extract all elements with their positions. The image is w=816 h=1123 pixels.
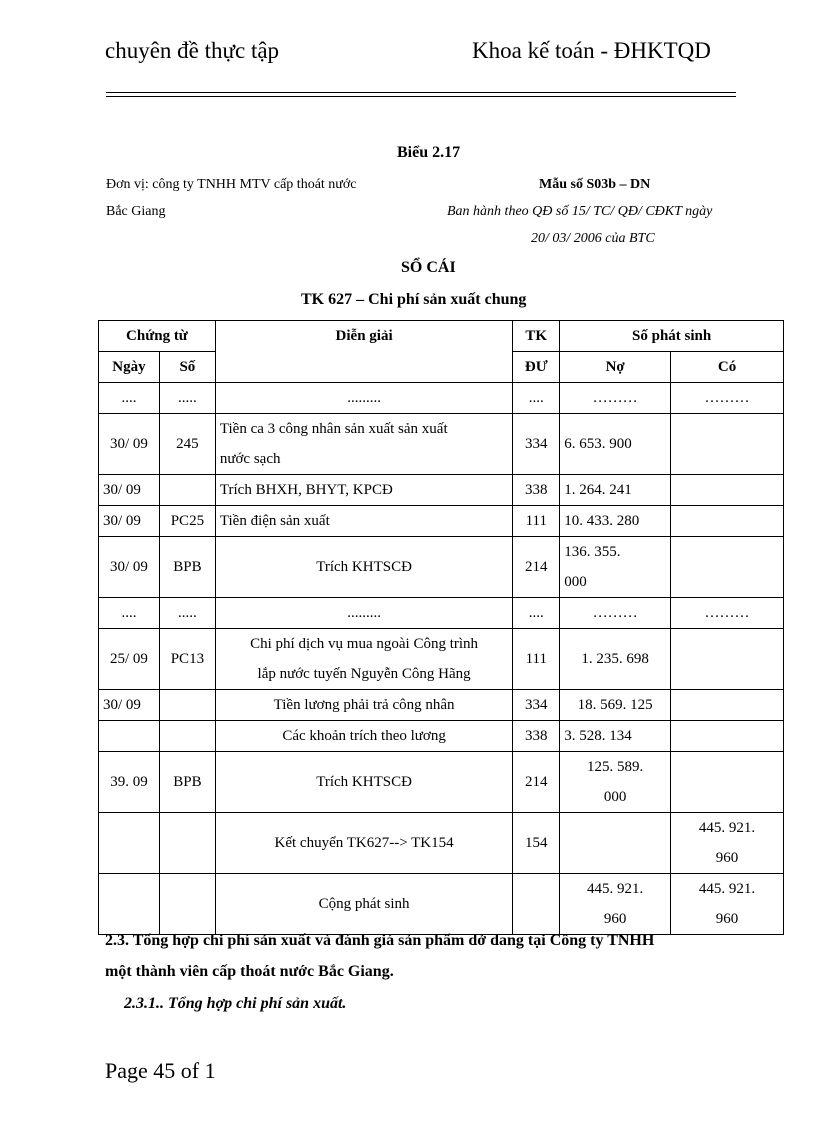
cell-desc-line1: Tiền ca 3 công nhân sản xuất sản xuất — [219, 421, 448, 437]
cell-no — [159, 690, 215, 721]
cell-desc: Trích BHXH, BHYT, KPCĐ — [215, 475, 512, 506]
cell-credit — [671, 506, 784, 537]
cell-debit-line2: 000 — [603, 789, 627, 805]
cell-desc: Tiền điện sản xuất — [215, 506, 512, 537]
cell-debit: 10. 433. 280 — [560, 506, 671, 537]
section-heading-line1: 2.3. Tổng hợp chi phí sản xuất và đánh giá sản phẩm dở dang tại Công ty TNHH — [105, 932, 655, 949]
table-row-total — [99, 874, 784, 935]
cell-date: .... — [99, 383, 160, 414]
cell-date: 25/ 09 — [99, 629, 160, 690]
cell-debit-line1: 136. 355. — [564, 544, 621, 560]
cell-desc — [215, 629, 512, 690]
cell-debit: 3. 528. 134 — [560, 721, 671, 752]
cell-debit: ……… — [560, 598, 671, 629]
cell-date — [99, 721, 160, 752]
cell-debit-line1: 445. 921. — [587, 881, 644, 897]
table-row — [99, 383, 784, 414]
form-note2: 20/ 03/ 2006 của BTC — [531, 231, 655, 246]
cell-tk: 111 — [513, 629, 560, 690]
cell-credit — [671, 537, 784, 598]
ledger-title: SỔ CÁI — [401, 259, 456, 276]
cell-credit: ……… — [671, 598, 784, 629]
table-row — [99, 475, 784, 506]
col-desc: Diễn giải — [215, 321, 512, 383]
table-row — [99, 813, 784, 874]
form-code: Mẫu số S03b – DN — [539, 177, 651, 192]
cell-no — [159, 813, 215, 874]
col-arising: Số phát sinh — [560, 321, 784, 352]
cell-debit-line2: 960 — [603, 911, 627, 927]
cell-desc: Cộng phát sinh — [215, 874, 512, 935]
cell-debit: ……… — [560, 383, 671, 414]
table-row — [99, 598, 784, 629]
cell-credit-line1: 445. 921. — [698, 820, 756, 836]
cell-date: 30/ 09 — [99, 537, 160, 598]
cell-desc: Tiền lương phải trả công nhân — [215, 690, 512, 721]
cell-credit-line2: 960 — [715, 911, 739, 927]
cell-no — [159, 874, 215, 935]
unit-line2: Bắc Giang — [106, 204, 166, 219]
cell-credit: ……… — [671, 383, 784, 414]
cell-tk: 338 — [513, 475, 560, 506]
header-rule-top — [106, 92, 736, 93]
col-credit: Có — [671, 352, 784, 383]
cell-debit: 6. 653. 900 — [560, 414, 671, 475]
section-heading-line2: một thành viên cấp thoát nước Bắc Giang. — [105, 963, 394, 980]
cell-no: ..... — [159, 598, 215, 629]
cell-tk: .... — [513, 598, 560, 629]
col-date: Ngày — [99, 352, 160, 383]
cell-no: PC13 — [159, 629, 215, 690]
cell-date — [99, 874, 160, 935]
doc-caption: Biểu 2.17 — [397, 144, 461, 161]
ledger-subtitle: TK 627 – Chi phí sản xuất chung — [301, 291, 527, 308]
cell-date: 39. 09 — [99, 752, 160, 813]
cell-credit — [671, 813, 784, 874]
cell-desc: ......... — [215, 598, 512, 629]
cell-debit: 18. 569. 125 — [560, 690, 671, 721]
cell-debit-line2: 000 — [564, 574, 587, 590]
cell-credit-line1: 445. 921. — [698, 881, 756, 897]
col-voucher: Chứng từ — [99, 321, 216, 352]
cell-desc-line2: nước sạch — [219, 451, 281, 467]
cell-tk: 111 — [513, 506, 560, 537]
ledger-table — [98, 320, 784, 935]
table-row — [99, 690, 784, 721]
page-number: Page 45 of 1 — [105, 1058, 216, 1083]
cell-date: 30/ 09 — [99, 475, 160, 506]
cell-credit-line2: 960 — [715, 850, 739, 866]
table-row — [99, 752, 784, 813]
cell-desc — [215, 414, 512, 475]
cell-tk: 154 — [513, 813, 560, 874]
table-row — [99, 537, 784, 598]
header-right: Khoa kế toán - ĐHKTQD — [472, 38, 711, 63]
cell-credit — [671, 874, 784, 935]
cell-debit: 1. 235. 698 — [560, 629, 671, 690]
cell-debit — [560, 874, 671, 935]
cell-tk: 338 — [513, 721, 560, 752]
header-rule-bottom — [106, 96, 736, 97]
cell-tk: 214 — [513, 537, 560, 598]
form-note1: Ban hành theo QĐ số 15/ TC/ QĐ/ CĐKT ngày — [447, 204, 713, 219]
cell-date: 30/ 09 — [99, 506, 160, 537]
cell-desc: Các khoản trích theo lương — [215, 721, 512, 752]
cell-debit — [560, 813, 671, 874]
cell-desc-line1: Chi phí dịch vụ mua ngoài Công trình — [250, 636, 479, 652]
cell-date: .... — [99, 598, 160, 629]
cell-no — [159, 721, 215, 752]
cell-desc: Kết chuyển TK627--> TK154 — [215, 813, 512, 874]
table-row — [99, 629, 784, 690]
cell-date — [99, 813, 160, 874]
col-number: Số — [159, 352, 215, 383]
cell-desc: ......... — [215, 383, 512, 414]
cell-desc: Trích KHTSCĐ — [215, 752, 512, 813]
unit-line1: Đơn vị: công ty TNHH MTV cấp thoát nước — [106, 177, 357, 192]
table-row — [99, 414, 784, 475]
cell-debit-line1: 125. 589. — [587, 759, 644, 775]
cell-debit — [560, 537, 671, 598]
cell-credit — [671, 475, 784, 506]
cell-no: BPB — [159, 537, 215, 598]
table-row — [99, 506, 784, 537]
cell-tk: 214 — [513, 752, 560, 813]
cell-no: BPB — [159, 752, 215, 813]
cell-credit — [671, 721, 784, 752]
cell-credit — [671, 752, 784, 813]
cell-no: PC25 — [159, 506, 215, 537]
table-row — [99, 721, 784, 752]
cell-no: ..... — [159, 383, 215, 414]
cell-credit — [671, 629, 784, 690]
cell-tk: 334 — [513, 414, 560, 475]
cell-tk — [513, 874, 560, 935]
subsection-heading: 2.3.1.. Tổng hợp chi phí sản xuất. — [124, 995, 347, 1012]
cell-date: 30/ 09 — [99, 414, 160, 475]
col-tk: TK — [513, 321, 560, 352]
cell-credit — [671, 690, 784, 721]
cell-debit — [560, 752, 671, 813]
cell-debit: 1. 264. 241 — [560, 475, 671, 506]
header-left: chuyên đề thực tập — [105, 38, 280, 63]
cell-credit — [671, 414, 784, 475]
cell-tk: 334 — [513, 690, 560, 721]
cell-desc: Trích KHTSCĐ — [215, 537, 512, 598]
cell-tk: .... — [513, 383, 560, 414]
cell-no: 245 — [159, 414, 215, 475]
cell-desc-line2: lắp nước tuyến Nguyễn Công Hãng — [257, 666, 471, 682]
cell-no — [159, 475, 215, 506]
col-debit: Nợ — [560, 352, 671, 383]
cell-date: 30/ 09 — [99, 690, 160, 721]
col-tk-du: ĐƯ — [513, 352, 560, 383]
